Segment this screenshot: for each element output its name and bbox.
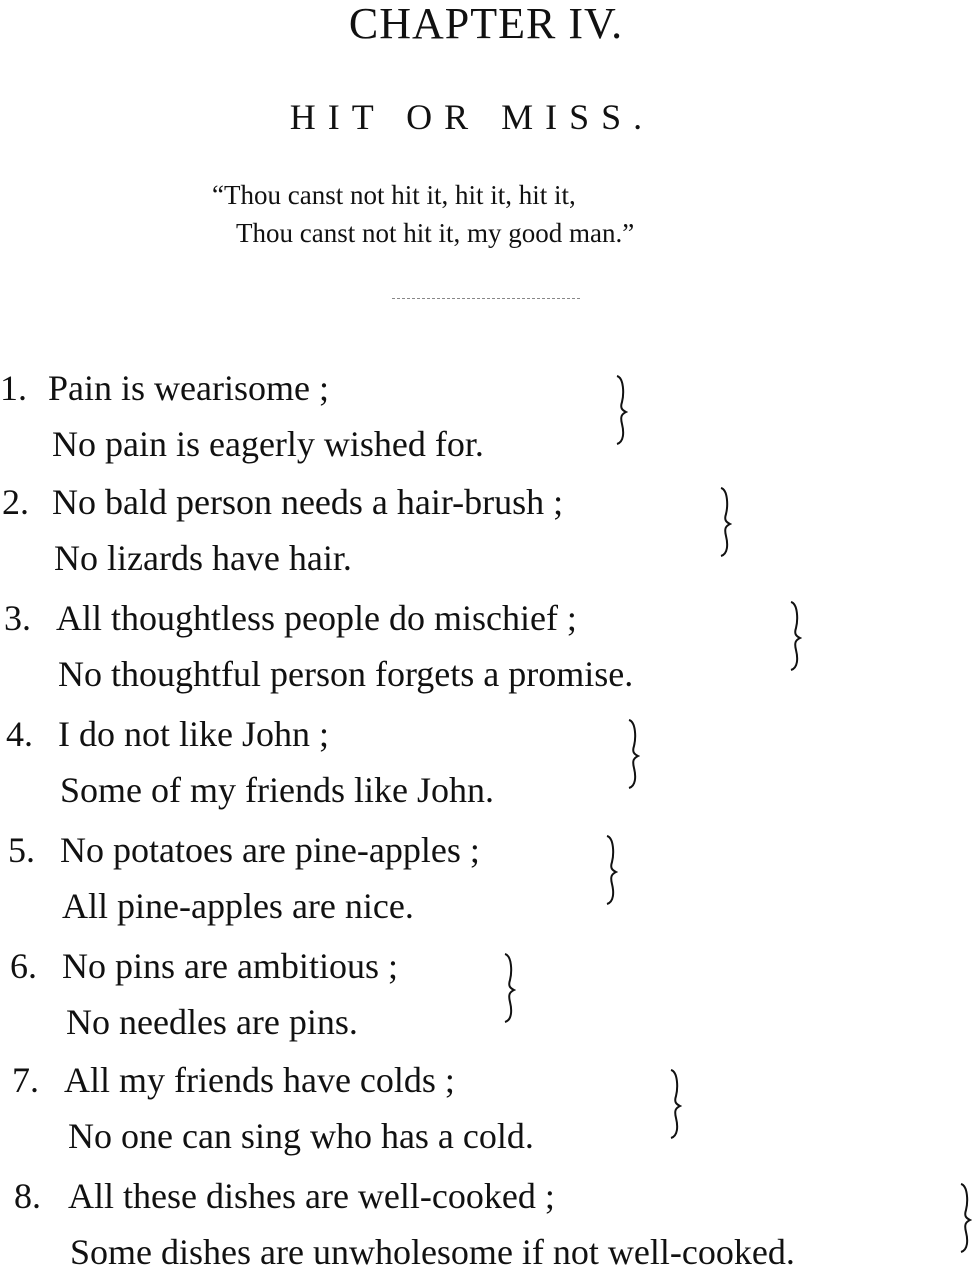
problem-number: 1. (0, 368, 27, 408)
premise-2: No lizards have hair. (54, 538, 352, 578)
epigraph-line: Thou canst not hit it, my good man.” (236, 218, 635, 248)
problem-number: 7. (12, 1060, 39, 1100)
premise-1: All my friends have colds ; (64, 1060, 455, 1100)
epigraph (212, 176, 634, 252)
chapter-title: HIT OR MISS. (289, 97, 655, 137)
problem-number: 4. (6, 714, 33, 754)
premise-2: No pain is eagerly wished for. (52, 424, 484, 464)
premise-2: Some dishes are unwholesome if not well-cooked. (70, 1232, 795, 1272)
premise-1: No pins are ambitious ; (62, 946, 398, 986)
premise-2: No thoughtful person forgets a promise. (58, 654, 634, 694)
premise-2: All pine-apples are nice. (62, 886, 414, 926)
brace-icon (718, 486, 732, 558)
premise-2: Some of my friends like John. (60, 770, 494, 810)
problem-number: 8. (14, 1176, 41, 1216)
brace-icon (668, 1068, 682, 1140)
section-divider (392, 298, 580, 299)
problem-number: 3. (4, 598, 31, 638)
problem-number: 2. (2, 482, 29, 522)
premise-2: No needles are pins. (66, 1002, 358, 1042)
premise-1: All thoughtless people do mischief ; (56, 598, 577, 638)
chapter-heading: CHAPTER IV. (348, 0, 624, 48)
premise-2: No one can sing who has a cold. (68, 1116, 534, 1156)
premise-1: No potatoes are pine-apples ; (60, 830, 480, 870)
epigraph-line: “Thou canst not hit it, hit it, hit it, (212, 180, 576, 210)
brace-icon (502, 952, 516, 1024)
brace-icon (958, 1182, 972, 1254)
problem-number: 6. (10, 946, 37, 986)
problem-number: 5. (8, 830, 35, 870)
brace-icon (788, 600, 802, 672)
brace-icon (614, 374, 628, 446)
brace-icon (604, 834, 618, 906)
brace-icon (626, 718, 640, 790)
premise-1: Pain is wearisome ; (48, 368, 329, 408)
premise-1: I do not like John ; (58, 714, 329, 754)
premise-1: All these dishes are well-cooked ; (68, 1176, 555, 1216)
premise-1: No bald person needs a hair-brush ; (52, 482, 564, 522)
